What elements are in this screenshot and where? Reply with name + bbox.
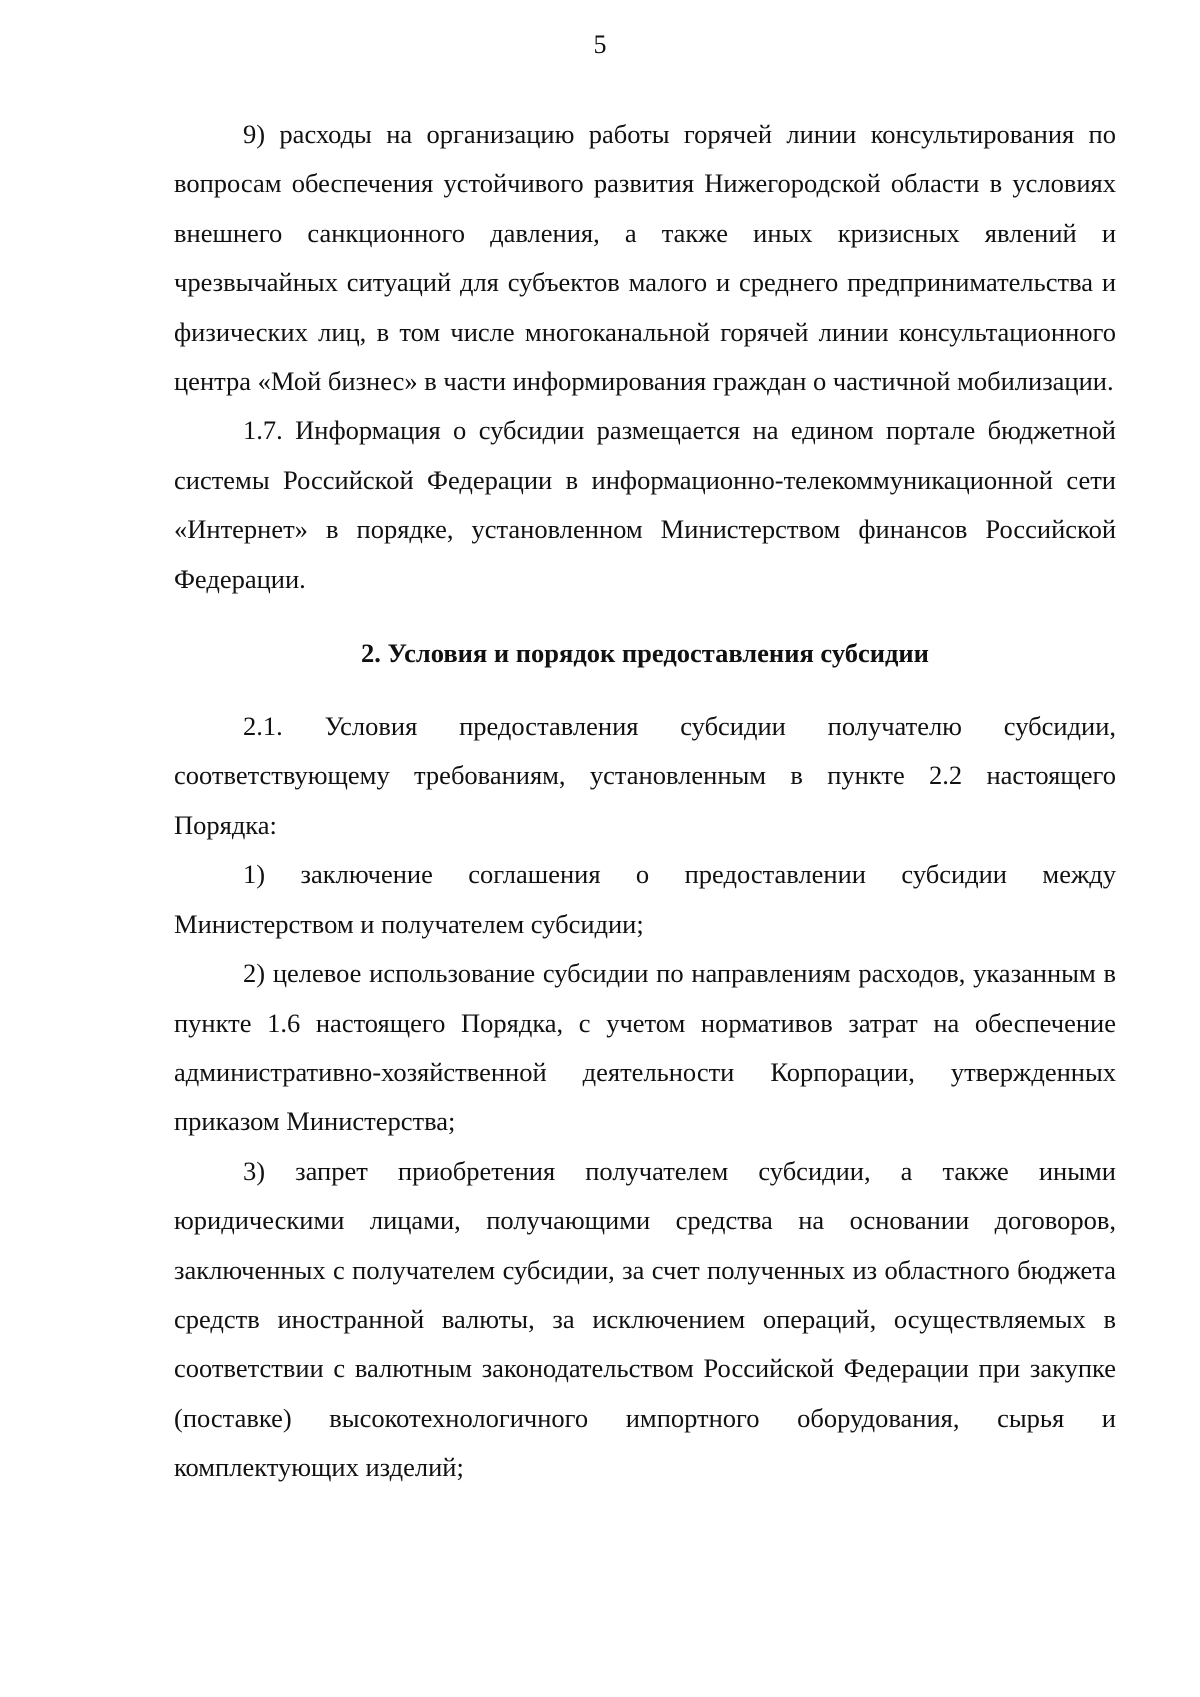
paragraph-condition-3: 3) запрет приобретения получателем субсидии, а также иными юридическими лицами, получающими средства на основании договоров, заключенных с получателем субсидии, за счет полученных из областного бюджета средств иностранной валюты, за исключением операций, осуществляемых в соответствии с валютным законодательством Российской Федерации при закупке (поставке) высокотехнологичного импортного оборудования, сырья и комплектующих изделий; — [174, 1155, 1116, 1483]
section-heading: 2. Условия и порядок предоставления субсидии — [361, 638, 929, 669]
document-body — [174, 110, 1116, 1493]
paragraph-2-1-conditions: 2.1. Условия предоставления субсидии получателю субсидии, соответствующему требованиям, установленным в пункте 2.2 настоящего Порядка: — [174, 711, 1116, 840]
paragraph-condition-1: 1) заключение соглашения о предоставлении субсидии между Министерством и получателем субсидии; — [174, 859, 1116, 939]
paragraph-1-7-information: 1.7. Информация о субсидии размещается на едином портале бюджетной системы Российской Федерации в информационно-телекоммуникационной сети «Интернет» в порядке, установленном Министерством финансов Российской Федерации. — [174, 415, 1116, 594]
paragraph-item-9-expenses: 9) расходы на организацию работы горячей линии консультирования по вопросам обеспечения устойчивого развития Нижегородской области в условиях внешнего санкционного давления, а также иных кризисных явлений и чрезвычайных ситуаций для субъектов малого и среднего предпринимательства и физических лиц, в том числе многоканальной горячей линии консультационного центра «Мой бизнес» в части информирования граждан о частичной мобилизации. — [174, 119, 1116, 397]
page-number: 5 — [593, 30, 607, 59]
paragraph-condition-2: 2) целевое использование субсидии по направлениям расходов, указанным в пункте 1.6 настоящего Порядка, с учетом нормативов затрат на обеспечение административно-хозяйственной деятельности Корпорации, утвержденных приказом Министерства; — [174, 958, 1116, 1137]
